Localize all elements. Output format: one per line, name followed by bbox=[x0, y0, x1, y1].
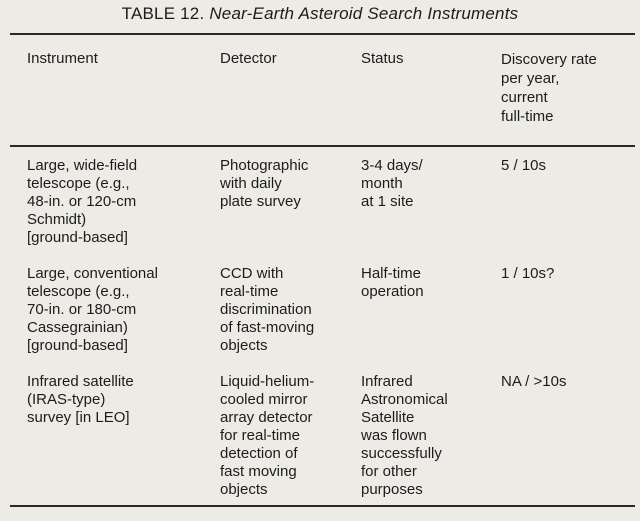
row-2-rate: 1 / 10s? bbox=[501, 265, 555, 282]
row-3-detector: Liquid-helium- cooled mirror array detector for real-time detection of fast moving objects bbox=[220, 373, 315, 498]
table-caption bbox=[0, 4, 640, 24]
header-rule bbox=[10, 145, 635, 147]
table-number: TABLE 12. bbox=[121, 4, 205, 23]
header-instrument: Instrument bbox=[27, 50, 98, 67]
table-title: Near-Earth Asteroid Search Instruments bbox=[209, 4, 519, 23]
row-2-status: Half-time operation bbox=[361, 265, 424, 300]
row-3-rate: NA / >10s bbox=[501, 373, 567, 390]
header-detector: Detector bbox=[220, 50, 277, 67]
row-1-detector: Photographic with daily plate survey bbox=[220, 157, 309, 210]
row-1-rate: 5 / 10s bbox=[501, 157, 547, 174]
row-3-instrument: Infrared satellite (IRAS-type) survey [in LEO] bbox=[27, 373, 134, 426]
bottom-rule bbox=[10, 505, 635, 507]
row-2-detector: CCD with real-time discrimination of fast-moving objects bbox=[220, 265, 315, 354]
row-1-instrument: Large, wide-field telescope (e.g., 48-in. or 120-cm Schmidt) [ground-based] bbox=[27, 157, 138, 246]
header-discovery-rate: Discovery rate per year, current full-time bbox=[501, 51, 597, 125]
row-2-instrument: Large, conventional telescope (e.g., 70-in. or 180-cm Cassegrainian) [ground-based] bbox=[27, 265, 158, 354]
header-status: Status bbox=[361, 50, 404, 67]
row-1-status: 3-4 days/ month at 1 site bbox=[361, 157, 423, 210]
row-3-status: Infrared Astronomical Satellite was flown successfully for other purposes bbox=[361, 373, 448, 498]
top-rule bbox=[10, 33, 635, 35]
